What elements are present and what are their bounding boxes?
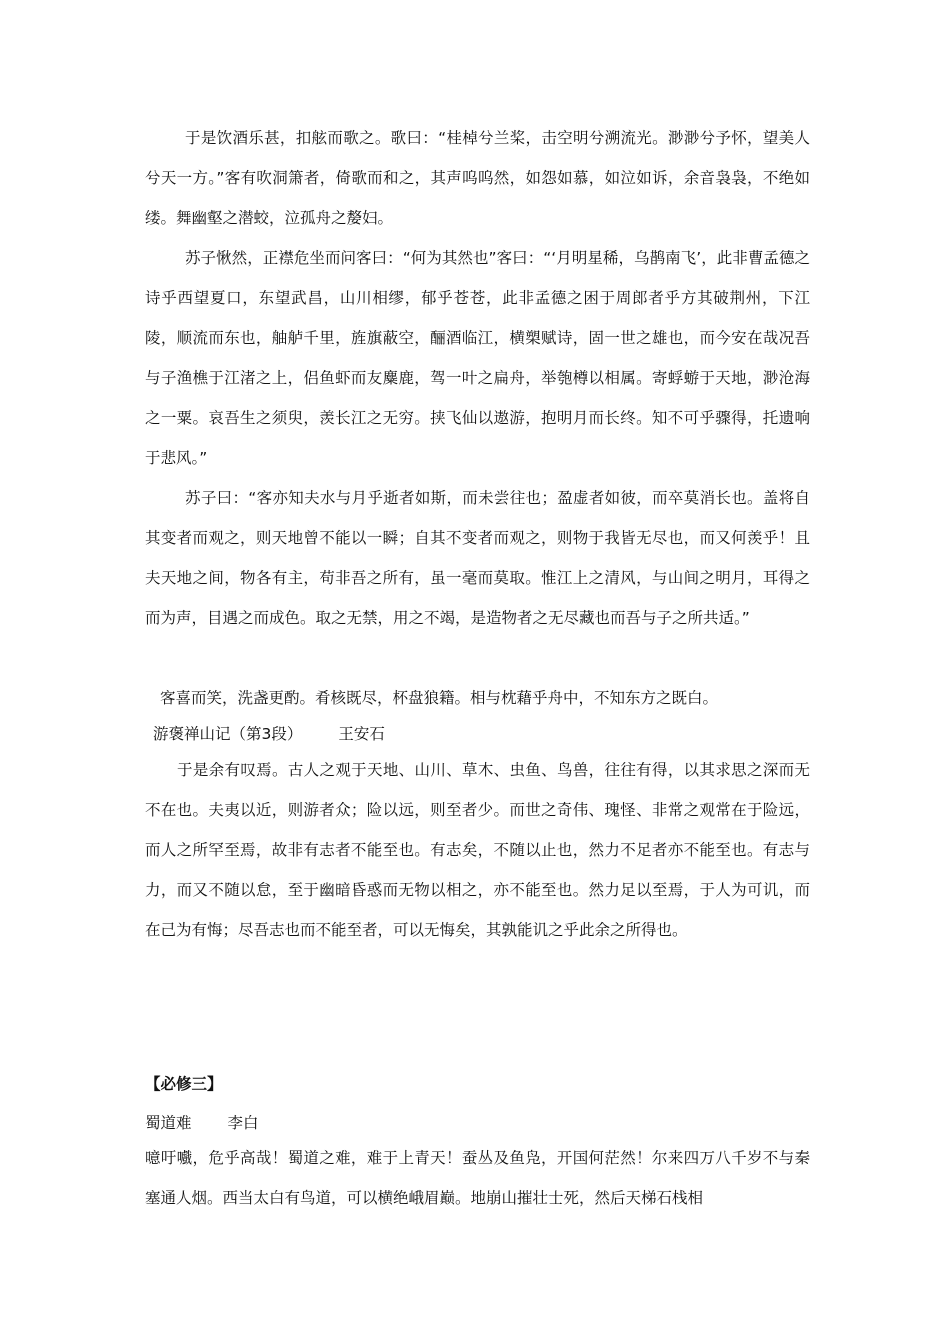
shudao-paragraph-1: 噫吁嚱，危乎高哉！蜀道之难，难于上青天！蚕丛及鱼凫，开国何茫然！尔来四万八千岁不与秦塞通人烟。西当太白有鸟道，可以横绝峨眉巅。地崩山摧壮士死，然后天梯石栈相 — [145, 1149, 810, 1207]
shudao-author: 李白 — [227, 1114, 259, 1132]
shudao-title: 蜀道难 — [145, 1114, 192, 1132]
shudao-title-line — [145, 1111, 259, 1135]
baochan-title: 游褒禅山记（第3段） — [153, 725, 303, 743]
baochan-paragraph-1: 于是余有叹焉。古人之观于天地、山川、草木、虫鱼、鸟兽，往往有得，以其求思之深而无不在也。夫夷以近，则游者众；险以远，则至者少。而世之奇伟、瑰怪、非常之观常在于险远，而人之所罕至焉，故非有志者不能至也。有志矣，不随以止也，然力不足者亦不能至也。有志与力，而又不随以怠，至于幽暗昏惑而无物以相之，亦不能至也。然力足以至焉，于人为可讥，而在己为有悔；尽吾志也而不能至者，可以无悔矣，其孰能讥之乎此余之所得也。 — [145, 761, 810, 939]
chibi-paragraph-3: 苏子曰：“客亦知夫水与月乎逝者如斯，而未尝往也；盈虚者如彼，而卒莫消长也。盖将自其变者而观之，则天地曾不能以一瞬；自其不变者而观之，则物于我皆无尽也，而又何羡乎！且夫天地之间，物各有主，苟非吾之所有，虽一毫而莫取。惟江上之清风，与山间之明月，耳得之而为声，目遇之而成色。取之无禁，用之不竭，是造物者之无尽藏也而吾与子之所共适。” — [145, 489, 810, 627]
baochan-title-line — [153, 722, 385, 746]
chibi-paragraph-4: 客喜而笑，洗盏更酌。肴核既尽，杯盘狼籍。相与枕藉乎舟中，不知东方之既白。 — [160, 689, 719, 707]
chibi-paragraph-1: 于是饮酒乐甚，扣舷而歌之。歌曰：“桂棹兮兰桨，击空明兮溯流光。渺渺兮予怀，望美人兮天一方。”客有吹洞箫者，倚歌而和之，其声呜呜然，如怨如慕，如泣如诉，余音袅袅，不绝如缕。舞幽壑之潜蛟，泣孤舟之嫠妇。 — [145, 129, 810, 227]
section-heading: 【必修三】 — [145, 1075, 223, 1093]
baochan-author: 王安石 — [338, 725, 385, 743]
chibi-paragraph-2: 苏子愀然，正襟危坐而问客曰：“何为其然也”客曰：“‘月明星稀，乌鹊南飞’，此非曹孟德之诗乎西望夏口，东望武昌，山川相缪，郁乎苍苍，此非孟德之困于周郎者乎方其破荆州，下江陵，顺流而东也，舳舻千里，旌旗蔽空，酾酒临江，横槊赋诗，固一世之雄也，而今安在哉况吾与子渔樵于江渚之上，侣鱼虾而友麋鹿，驾一叶之扁舟，举匏樽以相属。寄蜉蝣于天地，渺沧海之一粟。哀吾生之须臾，羡长江之无穷。挟飞仙以遨游，抱明月而长终。知不可乎骤得，托遗响于悲风。” — [145, 249, 810, 467]
